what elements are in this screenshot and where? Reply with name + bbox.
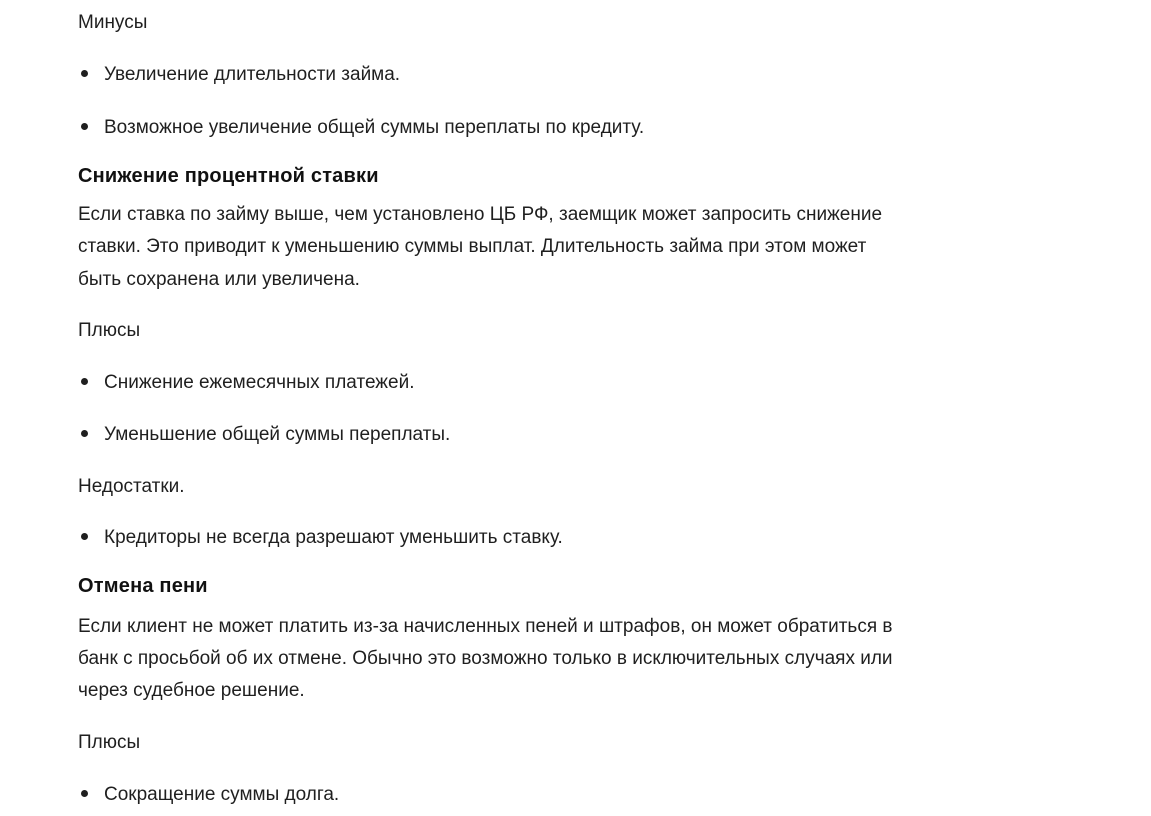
cons-label: Минусы	[78, 12, 148, 33]
paragraph-line: банк с просьбой об их отмене. Обычно это возможно только в исключительных случаях или	[78, 648, 893, 669]
bullet-icon	[81, 790, 88, 797]
list-item	[78, 419, 450, 451]
section-heading: Снижение процентной ставки	[78, 165, 379, 187]
pros-label: Плюсы	[78, 320, 141, 341]
list-item-text: Возможное увеличение общей суммы переплаты по кредиту.	[104, 117, 645, 138]
list-item-text: Уменьшение общей суммы переплаты.	[104, 424, 451, 445]
pros-label: Плюсы	[78, 732, 141, 753]
bullet-icon	[81, 70, 88, 77]
paragraph-line: Если клиент не может платить из-за начисленных пеней и штрафов, он может обратиться в	[78, 616, 893, 637]
bullet-icon	[81, 123, 88, 130]
list-item	[78, 59, 400, 91]
list-item-text: Увеличение длительности займа.	[104, 64, 401, 85]
section-heading: Отмена пени	[78, 575, 208, 597]
list-item-text: Кредиторы не всегда разрешают уменьшить ставку.	[104, 527, 563, 548]
paragraph-line: быть сохранена или увеличена.	[78, 269, 360, 290]
paragraph-line: ставки. Это приводит к уменьшению суммы выплат. Длительность займа при этом может	[78, 236, 867, 257]
paragraph-line: через судебное решение.	[78, 680, 305, 701]
list-item	[78, 522, 563, 554]
list-item-text: Снижение ежемесячных платежей.	[104, 372, 415, 393]
bullet-icon	[81, 430, 88, 437]
list-item	[78, 367, 414, 399]
list-item-text: Сокращение суммы долга.	[104, 784, 340, 805]
list-item	[78, 112, 644, 144]
bullet-icon	[81, 533, 88, 540]
cons-label: Недостатки.	[78, 476, 185, 497]
paragraph-line: Если ставка по займу выше, чем установлено ЦБ РФ, заемщик может запросить снижение	[78, 204, 883, 225]
bullet-icon	[81, 378, 88, 385]
list-item	[78, 779, 339, 811]
